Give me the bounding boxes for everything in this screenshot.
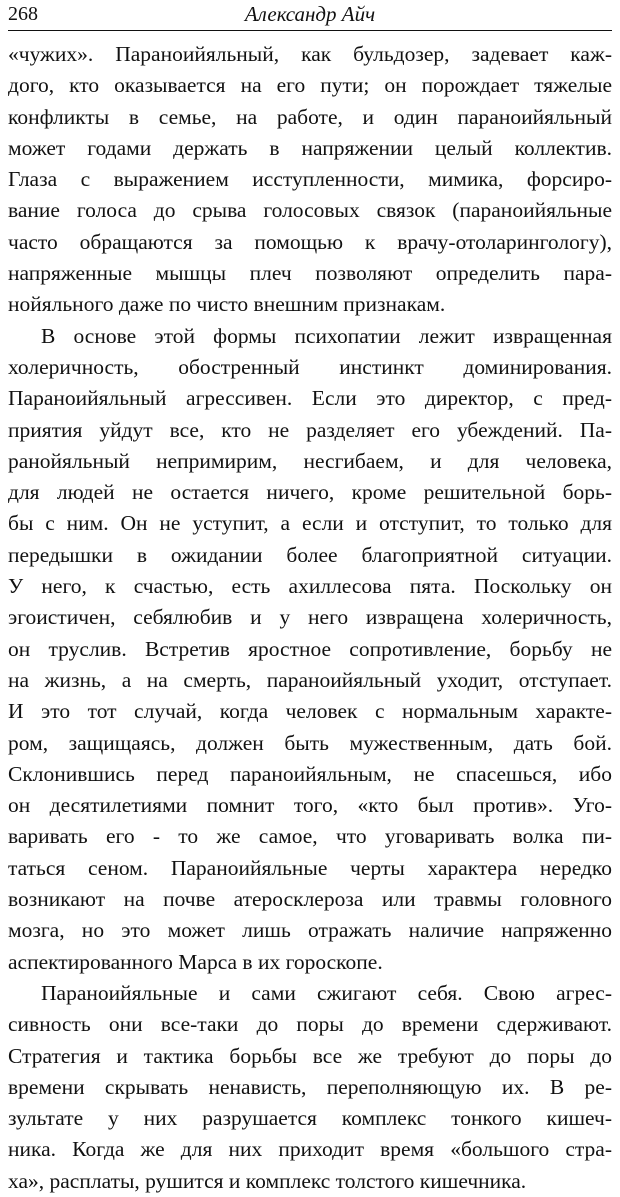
text-line: У него, к счастью, есть ахиллесова пята. Поскольку он <box>8 574 612 599</box>
text-line: холеричность, обостренный инстинкт доминирования. <box>8 354 612 379</box>
text-line: эгоистичен, себялюбив и у него извращена холеричность, <box>8 605 612 630</box>
text-line: Склонившись перед параноийяльным, не спасешься, ибо <box>8 761 612 786</box>
text-line: Параноийяльный агрессивен. Если это директор, с пред- <box>8 386 612 411</box>
text-line: на жизнь, а на смерть, параноийяльный уходит, отступает. <box>8 667 612 692</box>
text-line: дого, кто оказывается на его пути; он порождает тяжелые <box>8 73 612 98</box>
text-line: он труслив. Встретив яростное сопротивление, борьбу не <box>8 636 612 661</box>
text-line: времени скрывать ненависть, переполняющую их. В ре- <box>8 1074 612 1099</box>
book-page <box>8 0 612 1193</box>
text-line: ника. Когда же для них приходит время «большого стра- <box>8 1137 612 1162</box>
text-line: для людей не остается ничего, кроме решительной борь- <box>8 480 612 505</box>
text-line: ром, защищаясь, должен быть мужественным, дать бой. <box>8 730 612 755</box>
text-line: варивать его - то же самое, что уговаривать волка пи- <box>8 824 612 849</box>
body-text <box>8 39 612 1197</box>
text-line: зультате у них разрушается комплекс тонкого кишеч- <box>8 1106 612 1131</box>
text-line: конфликты в семье, на работе, и один параноийяльный <box>8 104 612 129</box>
text-line: передышки в ожидании более благоприятной ситуации. <box>8 542 612 567</box>
paragraph <box>8 978 612 1197</box>
text-line: аспектированного Марса в их гороскопе. <box>8 949 383 974</box>
text-line: В основе этой формы психопатии лежит извращенная <box>41 323 612 348</box>
text-line: ха», расплаты, рушится и комплекс толстого кишечника. <box>8 1168 527 1193</box>
text-line: таться сеном. Параноийяльные черты характера нередко <box>8 855 612 880</box>
text-line: Глаза с выражением исступленности, мимика, форсиро- <box>8 167 612 192</box>
text-line: Параноийяльные и сами сжигают себя. Свою агрес- <box>41 980 612 1005</box>
page-number: 268 <box>8 3 38 25</box>
text-line: возникают на почве атеросклероза или травмы головного <box>8 887 612 912</box>
text-line: приятия уйдут все, кто не разделяет его убеждений. Па- <box>8 417 612 442</box>
text-line: Стратегия и тактика борьбы все же требуют до поры до <box>8 1043 612 1068</box>
text-line: бы с ним. Он не уступит, а если и отступит, то только для <box>8 511 612 536</box>
running-title: Александр Айч <box>244 2 376 26</box>
paragraph <box>8 39 612 321</box>
text-line: нойяльного даже по чисто внешним признакам. <box>8 292 446 317</box>
text-line: мозга, но это может лишь отражать наличие напряженно <box>8 918 612 943</box>
paragraph <box>8 321 612 978</box>
text-line: И это тот случай, когда человек с нормальным характе- <box>8 699 612 724</box>
text-line: вание голоса до срыва голосовых связок (параноийяльные <box>8 198 612 223</box>
text-line: «чужих». Параноийяльный, как бульдозер, задевает каж- <box>8 42 612 66</box>
text-line: ранойяльный непримирим, несгибаем, и для человека, <box>8 448 612 473</box>
text-line: может годами держать в напряжении целый коллектив. <box>8 135 612 160</box>
text-line: сивность они все-таки до поры до времени сдерживают. <box>8 1012 612 1037</box>
text-line: он десятилетиями помнит того, «кто был против». Уго- <box>8 793 612 818</box>
text-line: напряженные мышцы плеч позволяют определить пара- <box>8 261 612 286</box>
text-line: часто обращаются за помощью к врачу-отоларингологу), <box>8 229 612 254</box>
page-header <box>8 0 612 31</box>
